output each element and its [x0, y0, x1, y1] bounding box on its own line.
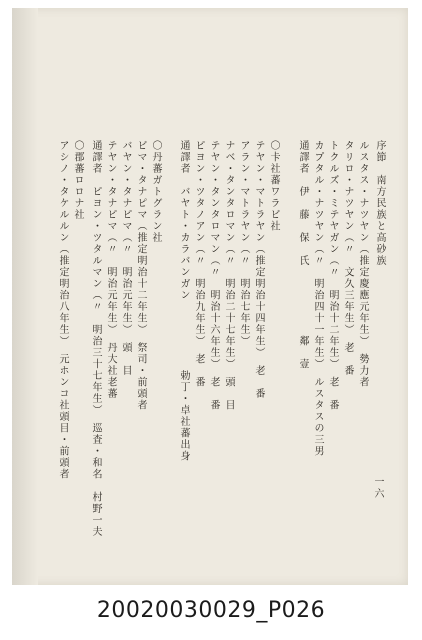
text-line: 通譯者 バヤト・カラバンガン 勅丁・卓社蕃出身: [178, 140, 189, 462]
page-edge-shadow: [12, 8, 38, 585]
section-heading: 〇郡蕃ロロナ社: [72, 140, 83, 221]
scanned-page: [12, 8, 408, 585]
text-line: ナベ・タンタロマン（〃 明治二十七年生） 頭 目: [223, 140, 234, 411]
text-line: タリロ・ナツヤン（〃 文久三年生） 老 番: [342, 140, 353, 377]
text-line: アシノ・タケルルン（推定明治八年生） 元ホンコ社頭目・前頭者: [57, 140, 68, 480]
text-line: テヤン・タンタロマン（〃 明治十六年生） 老 番: [208, 140, 219, 411]
text-line: ビマ・タナピマ（推定明治十二年生） 祭司・前頭者: [135, 140, 146, 411]
section-header: 序節 南方民族と高砂族: [374, 140, 385, 267]
text-line: 通譯者 伊 藤 保 氏 鄰 壹: [297, 140, 308, 370]
text-line: トクルズ・ミテヤガン（〃 明治十二年生） 老 番: [327, 140, 338, 411]
text-line: バヤン・タナピマ（〃 明治元年生） 頭 目: [120, 140, 131, 377]
page-number: 一六: [372, 476, 383, 500]
text-line: カプタル・ナツヤン（〃 明治四十一年生） ルスタスの三男: [312, 140, 323, 457]
image-caption: 20020030029_P026: [96, 598, 326, 623]
section-heading: 〇卡社蕃ワラビ社: [268, 140, 279, 232]
text-line: ルスタス・ナツヤン（推定慶應元年生） 勢力者: [357, 140, 368, 388]
text-line: テヤン・マトラヤン（推定明治十四年生） 老 番: [253, 140, 264, 400]
text-line: テヤン・タナピマ（〃 明治元年生） 丹大社老蕃: [105, 140, 116, 400]
text-line: アラン・マトラヤン（〃 明治七年生）: [238, 140, 249, 347]
section-heading: 〇丹蕃ガトグラン社: [150, 140, 161, 244]
text-line: ピヨン・ツタノアン（〃 明治九年生） 老 番: [193, 140, 204, 388]
text-line: 通譯者 ピヨン・ツタルマン（〃 明治三十七年生） 巡査・和名 村野一夫: [90, 140, 101, 538]
